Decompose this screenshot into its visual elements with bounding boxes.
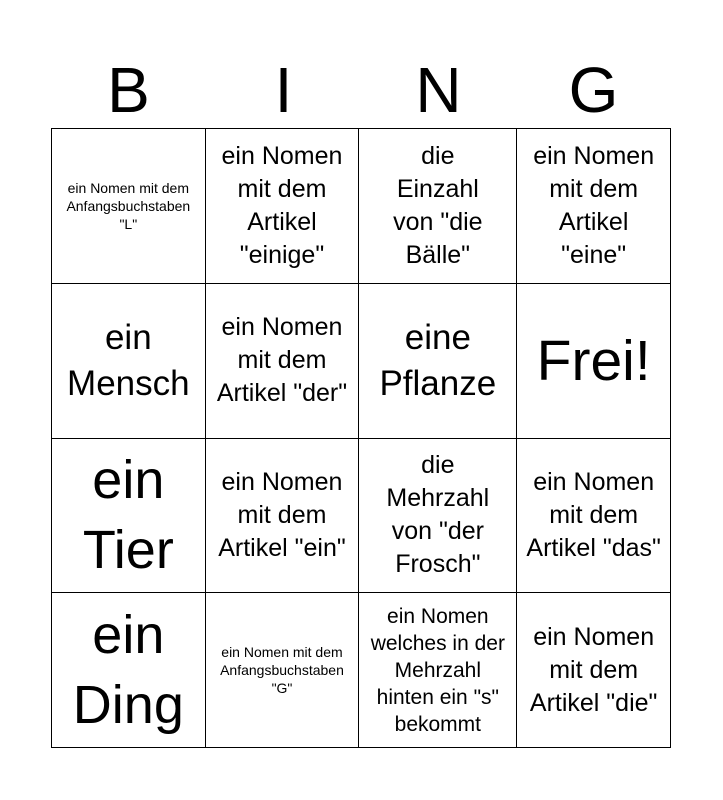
cell-text: ein Tier — [82, 450, 174, 581]
bingo-cell-1-3[interactable] — [359, 129, 517, 284]
bingo-cell-4-2[interactable] — [206, 593, 360, 748]
cell-text: ein Nomen mit dem Anfangsbuchstaben "G" — [220, 644, 344, 697]
bingo-cell-1-4[interactable] — [517, 129, 671, 284]
bingo-cell-3-2[interactable] — [206, 439, 360, 594]
bingo-cell-4-4[interactable] — [517, 593, 671, 748]
cell-text: ein Nomen mit dem Artikel "einige" — [221, 141, 343, 269]
bingo-cell-2-3[interactable] — [359, 284, 517, 439]
cell-text: ein Nomen mit dem Artikel "ein" — [218, 467, 346, 562]
bingo-cell-3-3[interactable] — [359, 439, 517, 594]
header-letter-n: N — [415, 54, 462, 126]
header-letter-g: G — [568, 54, 619, 126]
bingo-cell-1-1[interactable] — [52, 129, 206, 284]
cell-text: ein Nomen mit dem Artikel "eine" — [533, 141, 655, 269]
bingo-cell-free[interactable] — [517, 284, 671, 439]
cell-text: ein Nomen mit dem Artikel "die" — [529, 622, 658, 717]
cell-text: ein Nomen mit dem Anfangsbuchstaben "L" — [66, 179, 191, 232]
bingo-cell-4-3[interactable] — [359, 593, 517, 748]
bingo-card-grid — [51, 128, 671, 748]
bingo-cell-1-2[interactable] — [206, 129, 360, 284]
bingo-cell-3-4[interactable] — [517, 439, 671, 594]
cell-text: ein Nomen welches in der Mehrzahl hinten ein "s" bekommt — [370, 604, 505, 736]
cell-text: ein Mensch — [67, 317, 190, 403]
bingo-cell-4-1[interactable] — [52, 593, 206, 748]
bingo-cell-2-2[interactable] — [206, 284, 360, 439]
header-letter-i: I — [274, 54, 293, 126]
header-letter-b: B — [107, 54, 150, 126]
free-space-text: Frei! — [536, 328, 651, 393]
cell-text: ein Nomen mit dem Artikel "das" — [526, 467, 661, 562]
cell-text: ein Nomen mit dem Artikel "der" — [216, 313, 348, 408]
bingo-cell-3-1[interactable] — [52, 439, 206, 594]
cell-text: die Einzahl von "die Bälle" — [393, 141, 483, 269]
cell-text: eine Pflanze — [379, 317, 497, 403]
bingo-header — [51, 52, 671, 128]
cell-text: ein Ding — [72, 605, 184, 736]
cell-text: die Mehrzahl von "der Frosch" — [386, 451, 490, 579]
bingo-cell-2-1[interactable] — [52, 284, 206, 439]
